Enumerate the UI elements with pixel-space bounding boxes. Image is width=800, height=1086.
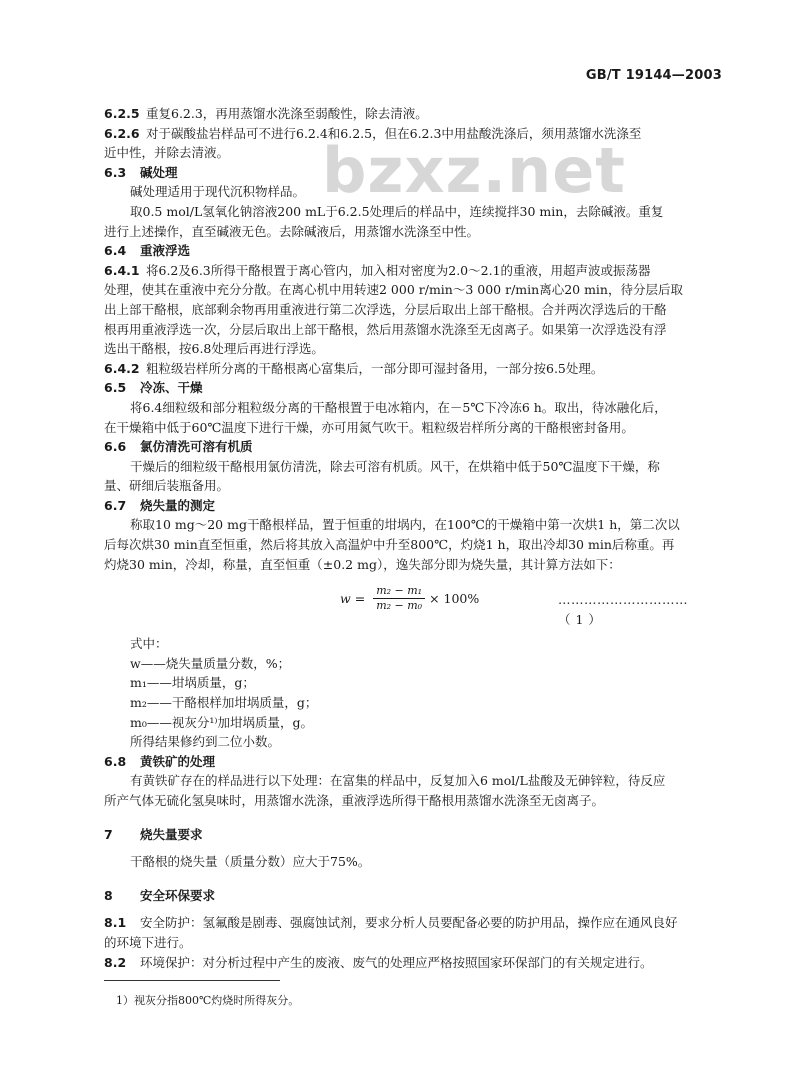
formula-fraction	[373, 584, 425, 613]
section-title: 氯仿清洗可溶有机质	[140, 439, 253, 455]
clause-6-2-5	[104, 104, 696, 124]
watermark: bzxz.net	[322, 134, 626, 207]
clause-8-1	[104, 913, 696, 933]
document-body	[104, 104, 696, 972]
section-heading-6-3	[104, 163, 696, 183]
clause-6-4-1	[104, 261, 696, 281]
section-number: 6.6	[104, 439, 127, 455]
clause-number: 8.1	[104, 915, 127, 931]
section-title: 黄铁矿的处理	[140, 753, 216, 769]
clause-number: 6.4.2	[104, 360, 140, 376]
section-number: 6.7	[104, 497, 127, 513]
paragraph: 有黄铁矿存在的样品进行以下处理：在富集的样品中，反复加入6 mol/L盐酸及无砷锌粒，待反应	[130, 773, 666, 789]
clause-8-2	[104, 953, 696, 973]
variable-definition: w——烧失量质量分数，%；	[130, 655, 291, 671]
formula-equals: =	[354, 590, 366, 606]
section-number: 7	[104, 826, 113, 842]
clause-text-continued: 近中性，并除去清液。	[104, 145, 230, 161]
clause-text-continued: 的环境下进行。	[104, 934, 192, 950]
standard-code: GB/T 19144—2003	[585, 68, 722, 83]
clause-6-4-2	[104, 359, 696, 379]
paragraph-continued: 进行上述操作，直至碱液无色。去除碱液后，用蒸馏水洗涤至中性。	[104, 223, 480, 239]
equation-number: …………………………（ 1 ）	[558, 592, 688, 627]
section-title: 冷冻、干燥	[140, 380, 203, 396]
paragraph-continued: 所产气体无硫化氢臭味时，用蒸馏水洗涤，重液浮选所得干酪根用蒸馏水洗涤至无卤离子。	[104, 793, 605, 808]
paragraph: 称取10 mg～20 mg干酪根样品，置于恒重的坩埚内，在100℃的干燥箱中第一次烘1 h，第二次以	[130, 517, 680, 533]
paragraph-continued: 灼烧30 min，冷却，称量，直至恒重（±0.2 mg），逸失部分即为烧失量，其计算方法如下：	[104, 556, 621, 572]
paragraph: 干酪根的烧失量（质量分数）应大于75%。	[130, 854, 371, 870]
section-heading-7	[104, 825, 696, 845]
section-title: 烧失量的测定	[140, 497, 216, 513]
section-heading-6-6	[104, 437, 696, 457]
clause-text: 安全防护：氢氟酸是剧毒、强腐蚀试剂，要求分析人员要配备必要的防护用品，操作应在通风良好	[140, 915, 678, 931]
paragraph: 取0.5 mol/L氢氧化钠溶液200 mL于6.2.5处理后的样品中，连续搅拌30 min，去除碱液。重复	[130, 203, 664, 219]
rounding-note: 所得结果修约到二位小数。	[130, 734, 281, 750]
section-heading-6-7	[104, 496, 696, 516]
clause-text-continued: 选出干酪根，按6.8处理后再进行浮选。	[104, 341, 324, 357]
clause-text-continued: 出上部干酪根，底部剩余物再用重液进行第二次浮选，分层后取出上部干酪根。合并两次浮选后的干酪	[104, 301, 667, 317]
clause-number: 6.2.6	[104, 125, 140, 141]
where-intro: 式中：	[130, 636, 168, 652]
clause-text: 对于碳酸盐岩样品可不进行6.2.4和6.2.5，但在6.2.3中用盐酸洗涤后，须用蒸馏水洗涤至	[146, 125, 642, 141]
formula-numerator: m₂ − m₁	[373, 584, 425, 599]
variable-definition: m₀——视灰分¹⁾加坩埚质量，g。	[130, 714, 313, 730]
clause-text: 将6.2及6.3所得干酪根置于离心管内，加入相对密度为2.0～2.1的重液，用超声波或振荡器	[146, 262, 651, 278]
section-title: 重液浮选	[140, 243, 191, 259]
footnote: 1）视灰分指800℃灼烧时所得灰分。	[116, 994, 300, 1007]
clause-number: 8.2	[104, 954, 127, 970]
formula-lhs: w	[340, 590, 351, 606]
section-number: 6.8	[104, 753, 127, 769]
section-title: 烧失量要求	[140, 826, 203, 842]
clause-text: 环境保护：对分析过程中产生的废液、废气的处理应严格按照国家环保部门的有关规定进行。	[140, 954, 653, 970]
clause-text-continued: 处理，使其在重液中充分分散。在离心机中用转速2 000 r/min～3 000 r/min离心20 min，待分层后取	[104, 282, 683, 298]
paragraph: 碱处理适用于现代沉积物样品。	[130, 184, 306, 200]
section-title: 安全环保要求	[140, 887, 216, 903]
section-heading-6-5	[104, 378, 696, 398]
formula-block	[104, 574, 696, 634]
paragraph: 干燥后的细粒级干酪根用氯仿清洗，除去可溶有机质。风干，在烘箱中低于50℃温度下干燥，称	[130, 458, 660, 474]
clause-number: 6.2.5	[104, 106, 140, 121]
clause-6-2-6	[104, 124, 696, 144]
clause-text-continued: 根再用重液浮选一次，分层后取出上部干酪根，然后用蒸馏水洗涤至无卤离子。如果第一次浮选没有浮	[104, 321, 667, 337]
paragraph-continued: 在干燥箱中低于60℃温度下进行干燥，亦可用氮气吹干。粗粒级岩样所分离的干酪根密封备用。	[104, 419, 634, 435]
formula-denominator: m₂ − m₀	[376, 599, 423, 613]
clause-number: 6.4.1	[104, 262, 140, 278]
section-heading-8	[104, 886, 696, 906]
clause-text: 粗粒级岩样所分离的干酪根离心富集后，一部分即可湿封备用，一部分按6.5处理。	[146, 360, 604, 376]
section-number: 8	[104, 887, 113, 903]
formula-times: × 100%	[429, 590, 480, 606]
variable-definition: m₂——干酪根样加坩埚质量，g；	[130, 695, 318, 711]
section-heading-6-8	[104, 752, 696, 772]
section-heading-6-4	[104, 241, 696, 261]
footnote-divider	[104, 980, 280, 981]
clause-text: 重复6.2.3，再用蒸馏水洗涤至弱酸性，除去清液。	[146, 106, 428, 121]
paragraph: 将6.4细粒级和部分粗粒级分离的干酪根置于电冰箱内，在－5℃下冷冻6 h。取出，待冰融化后，	[130, 399, 667, 415]
paragraph-continued: 后每次烘30 min直至恒重，然后将其放入高温炉中升至800℃，灼烧1 h，取出冷却30 min后称重。再	[104, 537, 675, 553]
variable-definition: m₁——坩埚质量，g；	[130, 675, 255, 691]
section-number: 6.4	[104, 243, 127, 259]
section-number: 6.5	[104, 380, 127, 396]
section-title: 碱处理	[140, 164, 178, 180]
loss-on-ignition-formula	[340, 584, 479, 613]
section-number: 6.3	[104, 164, 127, 180]
paragraph-continued: 量、研细后装瓶备用。	[104, 478, 230, 494]
